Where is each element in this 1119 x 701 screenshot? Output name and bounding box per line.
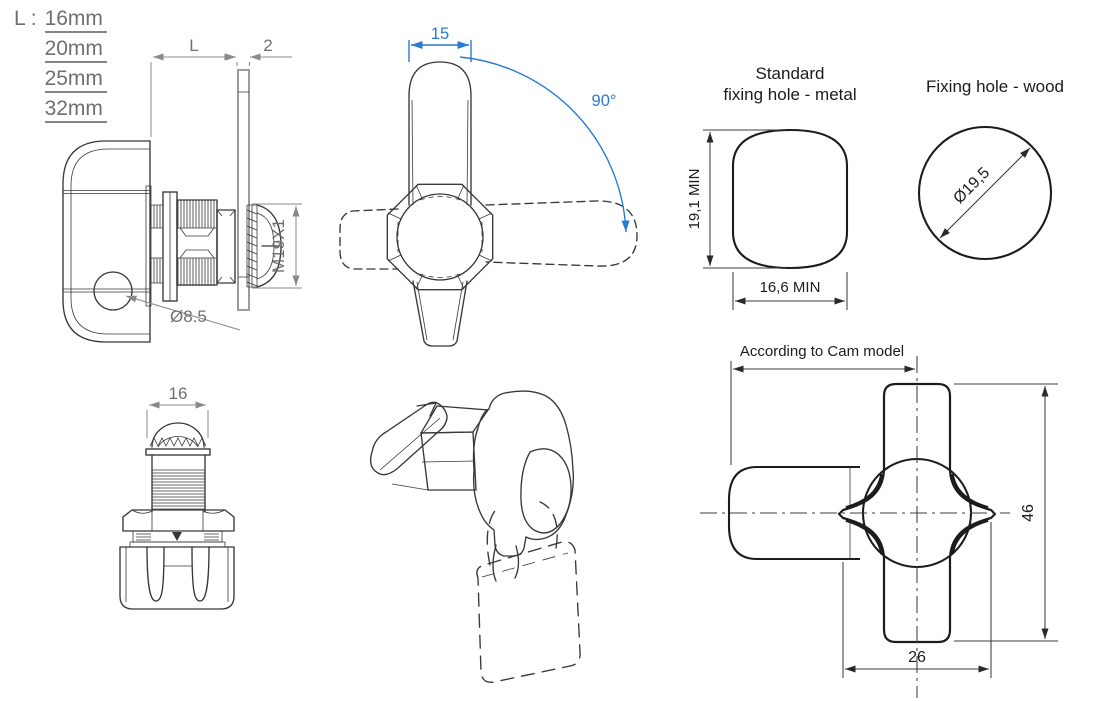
dim-hole-diameter <box>126 296 240 330</box>
lock-bottom-view <box>120 423 234 609</box>
dim-L <box>151 36 237 137</box>
dim-wing-width-label: 15 <box>430 25 450 43</box>
dim-metal-width-label: 16,6 MIN <box>759 279 821 296</box>
wing-rotated-right <box>486 201 637 266</box>
dim-hole-label: Ø8.5 <box>170 307 207 326</box>
dim-thread-label: M19X1 <box>269 219 288 273</box>
padlock-hole <box>94 272 132 310</box>
figure-iso-padlock <box>355 378 595 684</box>
figure-bottom-view <box>106 378 276 618</box>
dim-metal-height-label: 19,1 MIN <box>686 168 703 230</box>
dim-length-label: L <box>189 36 199 55</box>
dim-cam-thickness-label: 2 <box>263 36 273 55</box>
dim-cam-thickness <box>225 36 292 66</box>
dim-wing-width <box>409 25 471 62</box>
metal-hole-title-2: fixing hole - metal <box>723 85 857 104</box>
dim-rotation-label: 90° <box>591 92 617 110</box>
length-label: L : <box>14 7 37 30</box>
length-option: 32mm <box>45 96 107 123</box>
dim-wood-diameter <box>940 148 1030 238</box>
knob-side-profile <box>63 141 151 342</box>
dim-rotation <box>460 57 626 232</box>
figure-rear-view <box>693 326 1119 701</box>
metal-hole-shape <box>733 130 847 268</box>
dim-body-width-label: 16 <box>168 384 188 403</box>
figure-fixing-hole-wood <box>896 58 1116 270</box>
dim-thread <box>252 204 302 288</box>
dim-wing-span-label: 26 <box>908 649 926 666</box>
figure-front-view <box>330 24 645 356</box>
figure-fixing-hole-metal <box>688 56 903 318</box>
figure-side-view <box>40 28 310 340</box>
dim-cam-length-label: According to Cam model <box>739 343 905 360</box>
dim-metal-width <box>733 272 847 310</box>
lock-body <box>151 70 281 310</box>
metal-hole-title-1: Standard <box>755 64 825 83</box>
dim-body-width <box>147 384 208 438</box>
length-option: 20mm <box>45 36 107 63</box>
wood-hole-title: Fixing hole - wood <box>926 77 1064 96</box>
dim-knob-height-label: 46 <box>1020 504 1037 522</box>
length-option: 25mm <box>45 66 107 93</box>
wing-blade <box>371 402 447 474</box>
length-option: 16mm <box>45 6 107 33</box>
dim-wood-diameter-label: Ø19,5 <box>950 164 994 208</box>
